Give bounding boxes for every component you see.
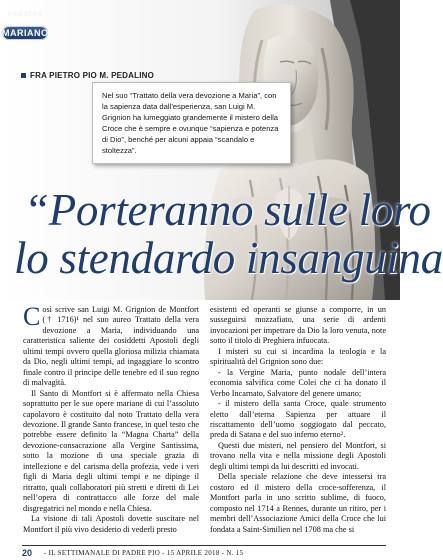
bullet-square-icon	[21, 73, 26, 78]
headline-line-2: lo stendardo insanguina	[14, 233, 443, 283]
body-column-left	[23, 302, 199, 535]
column-badge	[2, 4, 49, 44]
paragraph: Il Santo di Montfort si è affermato nella Chiesa soprattutto per le sue opere mariane di cui l’assoluto capolavoro è costituito dal noto Trattato della vera devozione. Il grande Santo francese, in quel testo che potrebbe essere definito la “Magna Charta” della devozione-consacrazione alla Vergine Santissima, sotto la mozione di una speciale grazia di intellezione e del carisma della profezia, vede i veri figli di Maria degli ultimi tempi e ne dipinge il ritratto, quali collaboratori più stretti e diretti di Lei nell’opera di contrattacco alle forze del male disgregatrici nel mondo e nella Chiesa.	[23, 388, 199, 513]
intro-text: Nel suo “Trattato della vera devozione a Maria”, con la sapienza data dall’esperienza, san Luigi M. Grignion ha lumeggiato grandemente il mistero della Croce che è sempre e ovunque “sapienza e potenza di Dio”, benché per alcuni appaia “scandalo e stoltezza”.	[102, 91, 279, 155]
paragraph: esistenti ed operanti se giunse a comporre, in un susseguirsi mozzafiato, una serie di ardenti invocazioni per impetrare da Dio la loro venuta, note sotto il titolo di Preghiera infuocata.	[210, 305, 386, 346]
headline-line-1: “Porteranno sulle loro	[24, 185, 431, 235]
intro-box	[92, 82, 291, 164]
paragraph: Della speciale relazione che deve intessersi tra costoro ed il mistero della croce-sofferenza, il Montfort parla in uno scritto sublime, di fuoco, composto nel 1714 a Rennes, durante un ritiro, per i membri dell’Associazione Amici della Croce che lui fondata a Saint-Similien nel 1708 ma che si	[210, 472, 386, 534]
paragraph: I misteri su cui si incardina la teologia e la spiritualità del Grignion sono due:	[210, 346, 386, 367]
author-byline	[21, 71, 154, 80]
paragraph: - la Vergine Maria, punto nodale dell’intera economia salvifica come Colei che ci ha donato il Verbo Incarnato, Salvatore del genere umano;	[210, 367, 386, 398]
drop-cap: C	[23, 302, 41, 331]
paragraph: Così scrive san Luigi M. Grignion de Montfort († 1716)¹ nel suo aureo Trattato della vera devozione a Maria, individuando una caratteristica saliente dei cosiddetti Apostoli degli ultimi tempi ovvero quella gloriosa milizia chiamata da Dio, negli ultimi tempi, ad ingaggiare lo scontro finale contro il principe delle tenebre ed il suo regno di malvagità.	[23, 302, 199, 388]
body-column-right	[210, 305, 386, 535]
paragraph: - il mistero della santa Croce, quale strumento eletto dall’eterna Sapienza per attuare il riscattamento dell’uomo soggiogato dal peccato, preda di Satana e del suo inferno eterno².	[210, 399, 386, 440]
author-name: FRA PIETRO PIO M. PEDALINO	[30, 71, 155, 80]
page-footer	[0, 545, 400, 560]
paragraph: Questi due misteri, nel pensiero del Montfort, si trovano nella vita e nella missione degli Apostoli degli ultimi tempi da lui descritti ed invocati.	[210, 440, 386, 471]
footer-masthead: - IL SETTIMANALE DI PADRE PIO - 15 APRILE 2018 - N. 15	[44, 549, 244, 557]
page-number: 20	[22, 548, 33, 558]
badge-section: MARIANO	[2, 28, 49, 38]
footer-rule	[22, 545, 386, 546]
badge-kicker: FINESTRA	[8, 12, 42, 18]
paragraph: La visione di tali Apostoli dovette suscitare nel Montfort il più vivo desiderio di vederli presto	[23, 514, 199, 534]
